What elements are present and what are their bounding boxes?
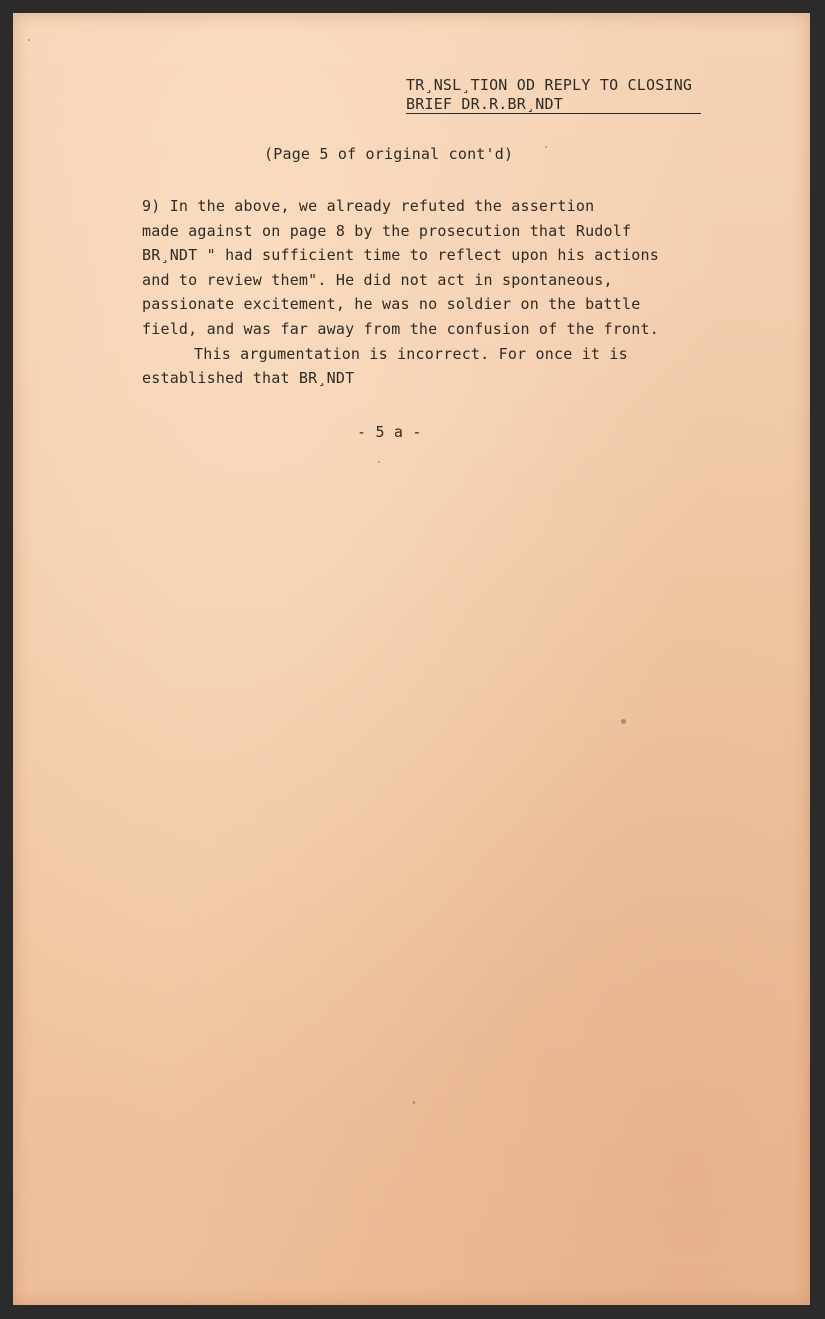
paper-speck [545,146,547,148]
paper-speck [378,461,380,463]
body-line: and to review them". He did not act in spontaneous, [142,270,613,289]
body-line: This argumentation is incorrect. For once it is [194,344,628,363]
body-line: field, and was far away from the confusion of the front. [142,319,659,338]
paper-speck [28,39,30,41]
body-line: made against on page 8 by the prosecution that Rudolf [142,221,632,240]
body-text [142,194,659,391]
body-line: established that BR¸NDT [142,369,355,388]
header-title-line-2: BRIEF DR.R.BR¸NDT [406,96,701,114]
page-reference-note: (Page 5 of original cont'd) [264,145,514,163]
document-header [406,76,701,114]
paper-speck [621,719,626,724]
body-line: passionate excitement, he was no soldier on the battle [142,295,641,314]
body-line: BR¸NDT " had sufficient time to reflect upon his actions [142,246,659,265]
document-page [13,13,810,1305]
body-line: 9) In the above, we already refuted the assertion [142,197,595,215]
page-number: - 5 a - [357,423,422,441]
paper-speck [413,1101,415,1104]
header-title-line-1: TR¸NSL¸TION OD REPLY TO CLOSING [406,76,693,94]
